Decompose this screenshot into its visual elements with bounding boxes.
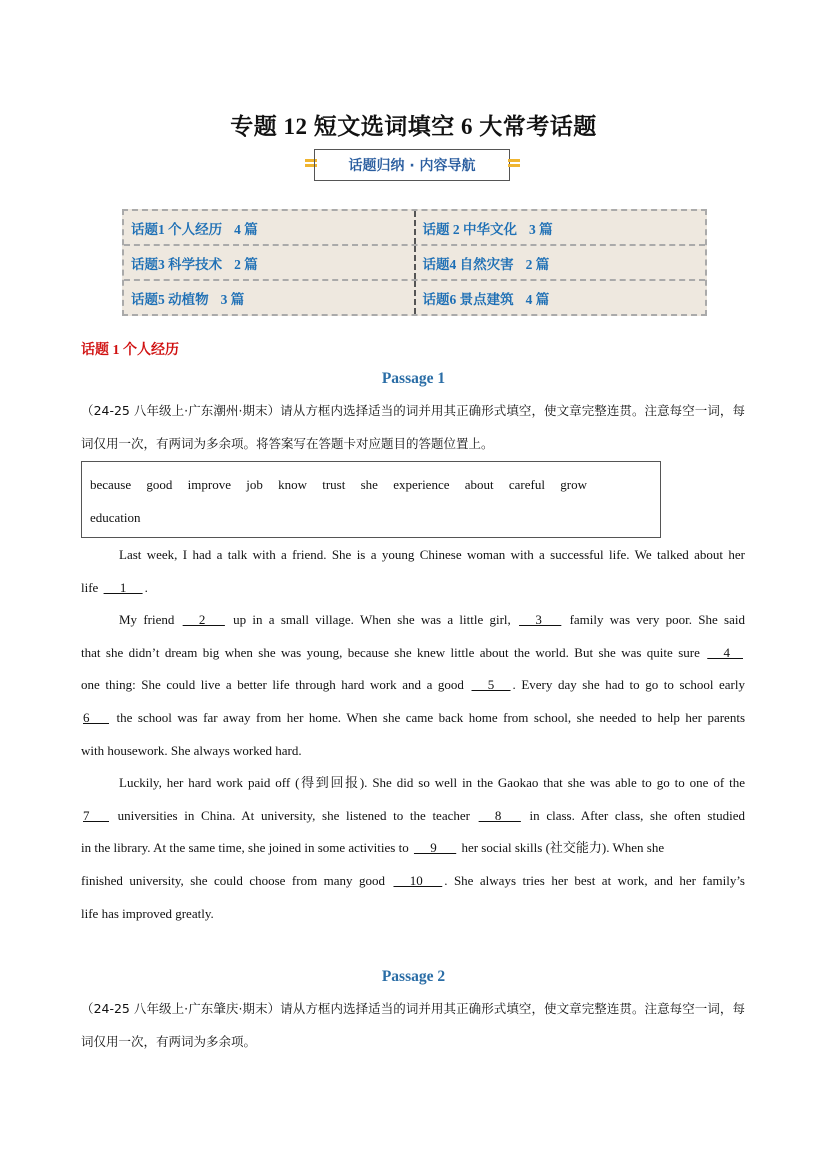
passage-text: . She always tries her best at work, and her family’s [444, 872, 745, 888]
answer-blank[interactable]: 8 [478, 807, 521, 823]
passage-line [81, 767, 745, 800]
word-bank-item: trust [322, 477, 346, 492]
topic-row [124, 281, 705, 314]
topic-count: 3 篇 [529, 221, 553, 237]
topic-name: 话题1 个人经历 [131, 221, 223, 237]
passage-text: . Every day she had to go to school early [512, 677, 745, 693]
topic-name: 话题3 科学技术 [131, 256, 223, 272]
passage-text: Last week, I had a talk with a friend. She is a young Chinese woman with a successful life. We talked about her [119, 547, 745, 562]
topic-row [124, 211, 705, 246]
topic-cell[interactable] [416, 211, 706, 244]
word-bank-item: job [246, 477, 263, 492]
passage-text: that she didn’t dream big when she was young, because she knew little about the world. But she was quite sure [81, 644, 706, 660]
word-bank-item: know [278, 477, 307, 492]
word-bank-item: improve [187, 477, 231, 492]
answer-blank[interactable]: 3 [519, 612, 562, 628]
passage-text: life has improved greatly. [81, 905, 214, 921]
topic-name: 话题6 景点建筑 [422, 291, 514, 307]
answer-blank[interactable]: 4 [707, 644, 743, 660]
word-bank-item: about [464, 477, 494, 492]
nav-decoration-icon [508, 157, 520, 171]
topic-table [122, 209, 707, 316]
word-bank-item: good [146, 477, 173, 492]
word-bank-item: experience [393, 477, 450, 492]
topic-count: 2 篇 [234, 256, 258, 272]
passage-1-title: Passage 1 [381, 370, 446, 387]
topic-count: 2 篇 [525, 256, 550, 272]
passage-line [81, 832, 745, 865]
topic-row [124, 246, 705, 281]
passage-line [81, 898, 745, 931]
passage-text: family was very poor. She said [563, 612, 745, 628]
topic-name: 话题5 动植物 [131, 291, 209, 307]
word-bank-item: careful [508, 477, 545, 492]
topic-count: 4 篇 [234, 221, 258, 237]
answer-blank[interactable]: 2 [182, 612, 225, 628]
passage-line [81, 735, 745, 768]
passage-text: up in a small village. When she was a little girl, [226, 612, 518, 628]
passage-text: in the library. At the same time, she joined in some activities to [81, 840, 412, 856]
passage-text: finished university, she could choose from many good [81, 872, 392, 888]
passage-line [81, 669, 745, 702]
word-bank-box [81, 461, 661, 538]
topic-name: 话题 2 中华文化 [422, 221, 517, 237]
passage-text: her social skills (社交能力). When she [458, 840, 665, 856]
word-bank-item: education [90, 510, 141, 525]
answer-blank[interactable]: 1 [103, 579, 143, 595]
answer-blank[interactable]: 7 [83, 807, 109, 823]
topic-cell[interactable] [124, 246, 416, 279]
passage-1-text [81, 539, 745, 930]
passage-text: My friend [119, 612, 181, 628]
passage-line [81, 604, 745, 637]
passage-text: universities in China. At university, she listened to the teacher [111, 807, 477, 823]
passage-text: in class. After class, she often studied [522, 807, 745, 823]
section-heading: 话题 1 个人经历 [81, 343, 179, 358]
passage-line [81, 865, 745, 898]
answer-blank[interactable]: 5 [471, 677, 511, 693]
topic-cell[interactable] [416, 281, 706, 314]
passage-line [81, 572, 745, 605]
topic-count: 3 篇 [220, 291, 245, 307]
topic-cell[interactable] [416, 246, 706, 279]
passage-line [81, 637, 745, 670]
passage-1-instructions: （24-25 八年级上·广东潮州·期末）请从方框内选择适当的词并用其正确形式填空，使文章完整连贯。注意每空一词，每词仅用一次，有两词为多余项。将答案写在答题卡对应题目的答题位置上。 [81, 403, 745, 451]
passage-text: one thing: She could live a better life through hard work and a good [81, 677, 470, 693]
passage-text: Luckily, her hard work paid off (得到回报). She did so well in the Gaokao that she was able to go to one of the [119, 775, 745, 791]
passage-2-instructions: （24-25 八年级上·广东肇庆·期末）请从方框内选择适当的词并用其正确形式填空，使文章完整连贯。注意每空一词，每词仅用一次，有两词为多余项。 [81, 1001, 745, 1049]
word-bank-item: grow [560, 477, 587, 492]
passage-text: with housework. She always worked hard. [81, 742, 302, 758]
document-title: 专题 12 短文选词填空 6 大常考话题 [230, 114, 597, 139]
topic-count: 4 篇 [525, 291, 550, 307]
passage-text: the school was far away from her home. When she came back home from school, she needed to help her parents [111, 709, 745, 725]
topic-cell[interactable] [124, 211, 416, 244]
content-navigation-label: 话题归纳 · 内容导航 [314, 149, 510, 181]
answer-blank[interactable]: 10 [393, 872, 443, 888]
answer-blank[interactable]: 6 [83, 709, 109, 725]
answer-blank[interactable]: 9 [413, 840, 457, 856]
passage-text: . [144, 579, 148, 595]
word-bank-item: she [360, 477, 378, 492]
passage-text: life [81, 579, 102, 595]
passage-line [81, 800, 745, 833]
passage-line [81, 702, 745, 735]
topic-name: 话题4 自然灾害 [422, 256, 514, 272]
topic-cell[interactable] [124, 281, 416, 314]
passage-line [81, 539, 745, 572]
word-bank-item: because [90, 477, 132, 492]
passage-2-title: Passage 2 [381, 968, 446, 985]
